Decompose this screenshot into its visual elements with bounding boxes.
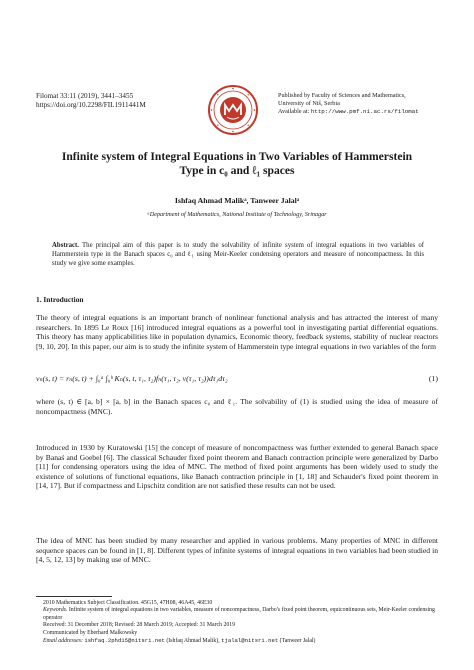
email-link-2[interactable]: tjalal@nitsri.net — [221, 637, 279, 645]
section-heading-introduction: 1. Introduction — [36, 295, 84, 304]
publisher-info — [278, 92, 448, 117]
intro-paragraph-3: Introduced in 1930 by Kuratowski [15] the concept of measure of noncompactness was further extended to general Banach space by Banaś and Goebel [6]. The classical Schauder fixed point theorem and Banach contraction principle were generalized by Darbo [11] for condensing operators using the idea of MNC. The method of fixed point arguments has been widely used to study the existence of solutions of functional equations, like Banach contraction principle in [1, 18] and Schauder's fixed point theorem in [14, 17]. But if compactness and Lipschitz condition are not satisfied these results can not be used. — [36, 443, 438, 491]
email-owner-1: (Ishfaq Ahmad Malik), — [166, 638, 220, 645]
msc-classification: 2010 Mathematics Subject Classification. 45G15, 47H08, 46A45, 46E30 — [43, 600, 213, 606]
intro-paragraph-1: The theory of integral equations is an important branch of nonlinear functional analysis and has attracted the interest of many researchers. In 1895 Le Roux [16] introduced integral equations as a powerful tool in investigating partial differential equations. This theory has many applicabilities like in population dynamics, Economic theory, feedback systems, stability of nuclear reactors [9, 10, 20]. In this paper, our aim is to study the infinite system of Hammerstein type integral equations in two variables of the form — [36, 313, 438, 351]
equation-body: vₙ(s, t) = rₙ(s, t) + ∫₀ᵃ ∫₀ᵇ Kₙ(s, t, τ₁, τ₂)fₙ(τ₁, τ₂, v(τ₁, τ₂))dτ₁dτ₂ — [36, 374, 228, 383]
intro-paragraph-4: The idea of MNC has been studied by many researcher and applied in various problems. Many properties of MNC in different sequence spaces can be found in [1, 8]. Different types of infinite systems of integral equations in two variables had been studied in [4, 5, 12, 13] by making use of MNC. — [36, 536, 438, 565]
email-label: Email addresses: — [43, 638, 83, 645]
footnote-block — [36, 600, 438, 645]
intro-paragraph-2: where (s, t) ∈ [a, b] × [a, b] in the Banach spaces c₀ and ℓ₁. The solvability of (1) is studied using the idea of measure of noncompactness (MNC). — [36, 397, 438, 416]
author-list: Ishfaq Ahmad Malikᵃ, Tanweer Jalalᵃ — [174, 196, 300, 205]
doi-link[interactable]: https://doi.org/10.2298/FIL1911441M — [36, 101, 146, 110]
keywords-label: Keywords. — [43, 607, 68, 614]
paper-title — [30, 150, 444, 179]
received-dates: Received: 31 December 2018; Revised: 28 March 2019; Accepted: 31 March 2019 — [43, 622, 236, 629]
email-addresses — [36, 637, 438, 645]
publisher-line: Published by Faculty of Sciences and Mathematics, — [278, 92, 406, 99]
abstract — [52, 241, 424, 268]
equation-number: (1) — [428, 374, 438, 383]
communicated-by: Communicated by Eberhard Malkowsky — [43, 629, 138, 636]
university-line: University of Niš, Serbia — [278, 100, 340, 108]
keywords-text: Infinite system of integral equations in two variables, measure of noncompactness, Darbo's fixed point theorem, equicontinuous sets, Meir-Keeler condensing operator — [43, 607, 435, 621]
title-line-1: Infinite system of Integral Equations in Two Variables of Hammerstein — [61, 150, 413, 163]
pmf-nis-seal-icon — [207, 84, 259, 136]
author-affiliation: ᵃDepartment of Mathematics, National Institute of Technology, Srinagar — [147, 211, 327, 218]
email-owner-2: (Tanweer Jalal) — [279, 638, 316, 645]
equation-1 — [36, 370, 438, 390]
journal-info — [36, 92, 146, 110]
journal-citation: Filomat 33:11 (2019), 3441–3455 — [36, 92, 134, 100]
available-label: Available at: — [278, 108, 310, 116]
availability-line — [278, 108, 448, 116]
abstract-text: The principal aim of this paper is to study the solvability of infinite system of integral equations in two variables of Hammerstein type in the Banach spaces c₀ and ℓ₁ using Meir-Keeler condensing operators and measure of noncompactness. In this study we give some examples. — [52, 242, 424, 267]
journal-url-link[interactable]: http://www.pmf.ni.ac.rs/filomat — [310, 108, 419, 116]
email-link-1[interactable]: ishfaq.2phd15@nitsri.net — [84, 637, 165, 645]
abstract-label: Abstract. — [52, 242, 79, 249]
footnote-rule — [36, 596, 112, 597]
keywords-line — [36, 607, 438, 622]
title-line-2: Type in c₀ and ℓ₁ spaces — [179, 164, 295, 178]
